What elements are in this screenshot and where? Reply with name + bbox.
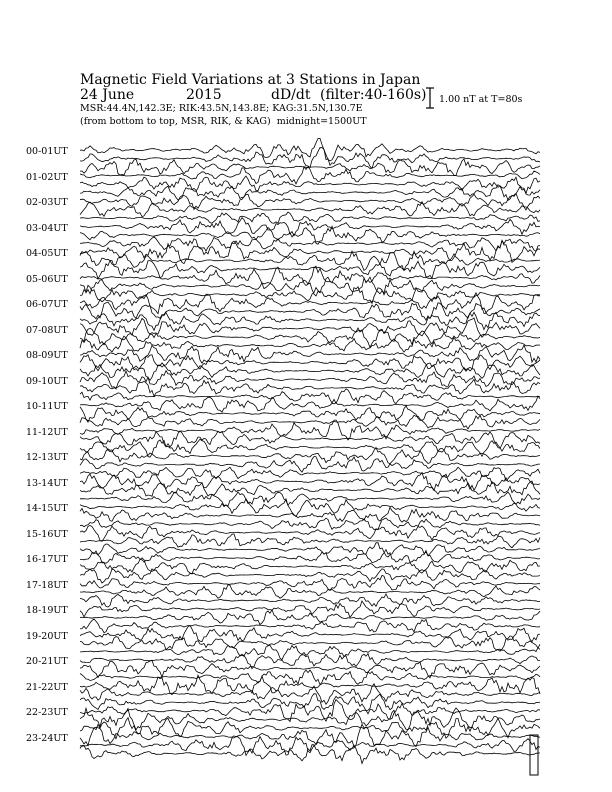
trace-rik: [80, 481, 540, 496]
date-year: 2015: [186, 87, 222, 103]
trace-kag: [80, 420, 540, 440]
hour-label: 08-09UT: [26, 350, 68, 361]
trace-msr: [80, 594, 540, 607]
hour-label: 20-21UT: [26, 656, 68, 667]
trace-rik: [80, 660, 540, 678]
chart-title: Magnetic Field Variations at 3 Stations in Japan: [80, 72, 421, 88]
hour-label: 13-14UT: [26, 477, 68, 489]
trace-kag: [80, 675, 540, 694]
hour-label: 17-18UT: [26, 579, 68, 591]
trace-rik: [80, 585, 540, 599]
hour-label: 09-10UT: [26, 375, 68, 387]
hour-label: 03-04UT: [26, 222, 68, 234]
quantity-label: dD/dt: [271, 87, 311, 103]
hour-label: 05-06UT: [26, 273, 68, 285]
trace-rik: [80, 534, 540, 548]
trace-kag: [80, 241, 540, 264]
trace-msr: [80, 212, 540, 223]
hour-label: 04-05UT: [26, 248, 68, 259]
trace-msr: [80, 467, 540, 481]
date-day: 24 June: [80, 87, 135, 103]
hour-label: 01-02UT: [26, 171, 68, 183]
trace-rik: [80, 355, 540, 372]
hour-label: 11-12UT: [26, 426, 68, 438]
trace-msr: [80, 569, 540, 583]
hour-label: 12-13UT: [26, 452, 68, 463]
hour-label: 14-15UT: [26, 503, 68, 514]
trace-msr: [80, 694, 540, 711]
hour-label: 07-08UT: [26, 324, 68, 336]
trace-msr: [80, 415, 540, 429]
trace-msr: [80, 237, 540, 252]
trace-rik: [80, 302, 540, 320]
trace-rik: [80, 457, 540, 473]
trace-msr: [80, 518, 540, 530]
trace-rik: [80, 507, 540, 522]
hour-label: 23-24UT: [26, 732, 68, 744]
hour-label: 06-07UT: [26, 299, 68, 310]
trace-kag: [80, 601, 540, 617]
scale-bar: [426, 88, 434, 108]
trace-kag: [80, 550, 540, 564]
trace-msr: [80, 363, 540, 380]
hour-label: 16-17UT: [26, 554, 68, 565]
trace-kag: [80, 448, 540, 464]
filter-label: (filter:40-160s): [320, 87, 427, 103]
hour-label: 10-11UT: [26, 401, 68, 412]
trace-rik: [80, 328, 540, 348]
hour-label: 18-19UT: [26, 605, 68, 616]
trace-msr: [80, 543, 540, 557]
trace-kag: [80, 396, 540, 412]
trace-rik: [80, 406, 540, 422]
trace-msr: [80, 389, 540, 404]
hour-label: 21-22UT: [26, 681, 68, 693]
trace-kag: [80, 266, 540, 288]
trace-rik: [80, 431, 540, 448]
scale-bar-label: 1.00 nT at T=80s: [439, 94, 523, 105]
trace-kag: [80, 318, 540, 338]
hour-label: 19-20UT: [26, 630, 68, 642]
station-order-note: (from bottom to top, MSR, RIK, & KAG) midnight=1500UT: [80, 116, 367, 127]
trace-msr: [80, 745, 540, 764]
hour-label: 02-03UT: [26, 197, 68, 208]
hour-label: 00-01UT: [26, 146, 68, 157]
trace-rik: [80, 202, 540, 217]
hour-label: 22-23UT: [26, 707, 68, 718]
trace-kag: [80, 138, 540, 160]
station-coordinates: MSR:44.4N,142.3E; RIK:43.5N,143.8E; KAG:31.5N,130.7E: [80, 103, 363, 114]
trace-kag: [80, 345, 540, 363]
trace-msr: [80, 645, 540, 660]
trace-rik: [80, 636, 540, 651]
hour-label: 15-16UT: [26, 528, 68, 540]
trace-rik: [80, 610, 540, 625]
